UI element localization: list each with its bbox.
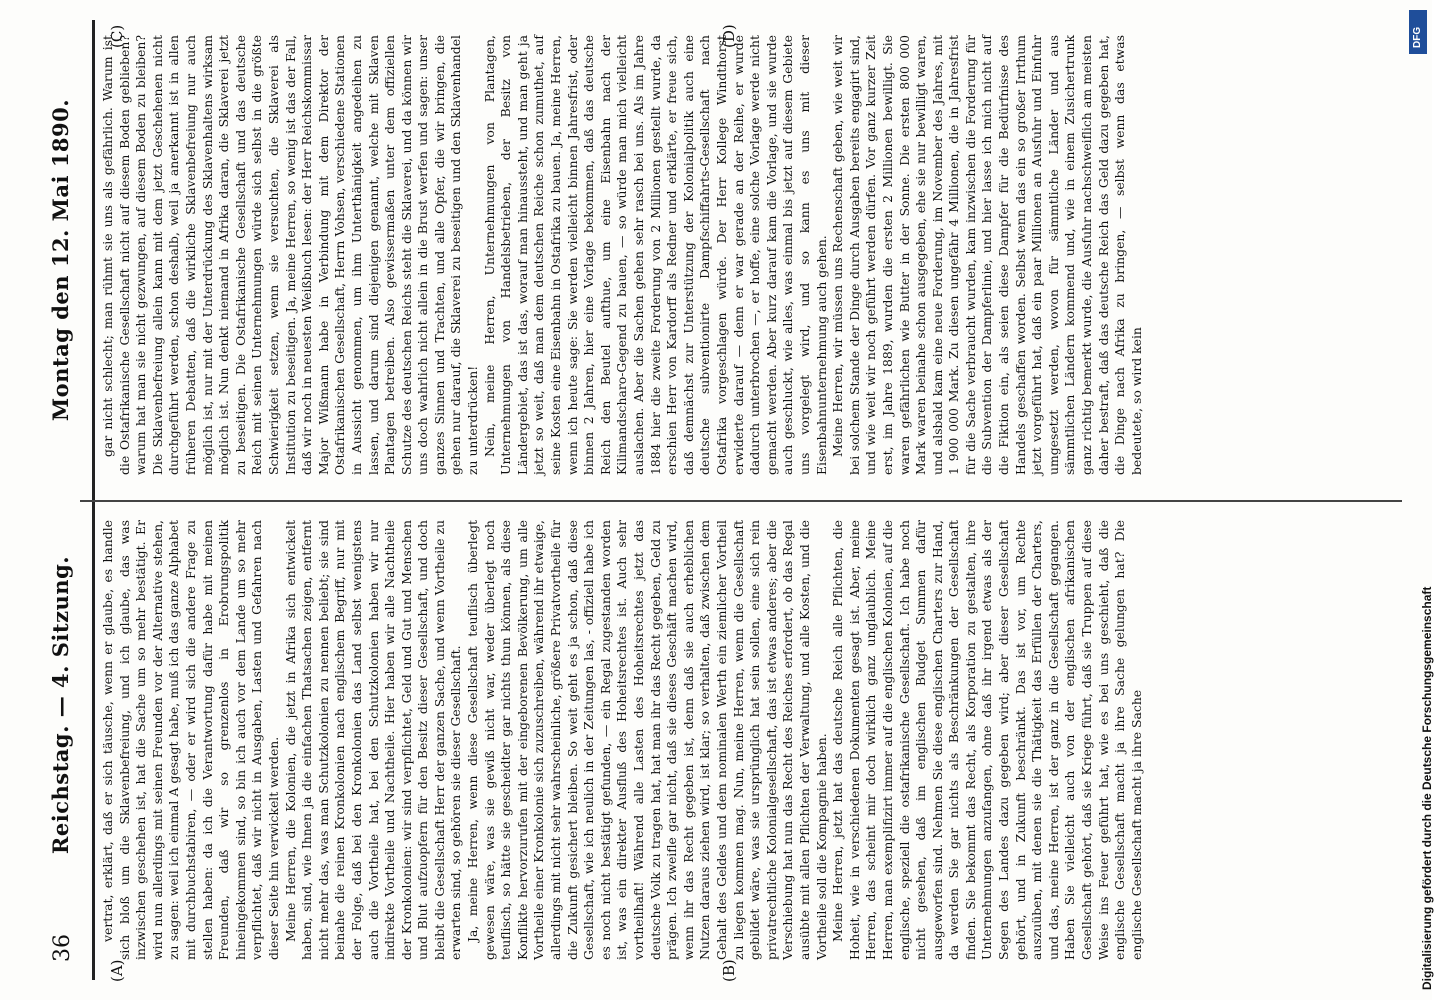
dfg-logo-text: DFG <box>1412 26 1423 48</box>
paragraph: Ja, meine Herren, wenn diese Gesellschaft teuflisch überlegt gewesen wäre, was sie gewiß nicht war, weder überlegt noch teuflisch, so hätte sie gescheidter gar nichts thun können, als diese Konflikte hervorzurufen mit der eingeborenen Bevölkerung, um alle Vortheile einer Kronkolonie sich zuzuschreiben, während ihr etwaige, allerdings mit nicht sehr wahrscheinliche, größere Privatvortheile für die Zukunft gesichert bleiben. So weit geht es ja schon, daß diese Gesellschaft, wie ich neulich in der Zeitungen las, - offiziell habe ich es noch nicht bestätigt gefunden, — ein Regal zugestanden worden ist, was ein direkter Ausfluß des Hoheitsrechtes ist. Auch sehr vortheilhaft! Während alle Lasten des Hoheitsrechtes jetzt das deutsche Volk zu tragen hat, hat man ihr das Recht gegeben, Geld zu prägen. Ich zweifle gar nicht, daß sie dieses Geschäft machen wird, wenn ihr das Recht gegeben ist, denn daß sie auch erheblichen Nutzen daraus ziehen wird, ist klar; so verhalten, daß zwischen dem Gehalt des Geldes und dem nominalen Werth ein ziemlicher Vortheil zu liegen kommen mag. Nun, meine Herren, wenn die Gesellschaft gebildet wäre, was sie ursprünglich hat sein sollen, eine sich rein privatrechtliche Kolonialgesellschaft, das ist etwas anderes; aber die Verschiebung hat nun das Recht des Reiches erfordert, ob das Regal ausübte mit allen Pflichten der Verwaltung, und alle Kosten, und die Vortheile soll die Kompagnie haben. <box>465 520 829 960</box>
paragraph: Nein, meine Herren, Unternehmungen von Plantagen, Unternehmungen von Handelsbetrieben, der Besitz von Ländergebiet, das ist das, worauf man hinaussteht, und man geht ja jetzt so weit, daß man dem deutschen Reiche schon zumuthet, auf seine Kosten eine Eisenbahn in Ostafrika zu bauen. Ja, meine Herren, wenn ich heute sage: Sie werden vielleicht binnen Jahresfrist, oder binnen 2 Jahren, hier eine Vorlage bekommen, daß das deutsche Reich den Beutel aufthue, um eine Eisenbahn nach der Kilimandscharo-Gegend zu bauen, — so würde man mich vielleicht auslachen. Aber die Sachen gehen sehr rasch bei uns. Als im Jahre 1884 hier die zweite Forderung von 2 Millionen gestellt wurde, da erschien Herr von Kardorff als Redner und erklärte, er freue sich, daß demnächst zur Unterstützung der Kolonialpolitik auch eine deutsche subventionirte Dampfschiffahrts-Gesellschaft nach Ostafrika vorgeschlagen würde. Der Herr Kollege Windthorst erwiderte darauf — denn er war gerade an der Reihe, er wurde dadurch unterbrochen —, er hoffe, eine solche Vorlage werde nicht gemacht werden. Aber kurz darauf kam die Vorlage, und sie wurde auch geschluckt, wie alles, was einmal bis jetzt auf diesem Gebiete uns vorgelegt wird, und so kann es uns mit dieser Eisenbahnunternehmung auch gehen. <box>481 35 829 475</box>
sidebar-credit <box>1404 0 1432 1000</box>
margin-marker-a: (A) <box>108 959 126 982</box>
credit-text: Digitalisierung gefördert durch die Deutsche Forschungsgemeinschaft <box>1420 586 1434 990</box>
paragraph: Meine Herren, die Kolonien, die jetzt in Afrika sich entwickelt haben, sind, wie Ihnen ja die einfachen Thatsachen zeigen, entfernt nicht mehr das, was man Schutzkolonien zu nennen beliebt; sie sind beinahe die reinen Kronkolonien nach englischem Begriff, nur mit der Folge, daß bei den Kronkolonien das Land selbst wenigstens auch die Vortheile hat, bei den Schutzkolonien haben wir nur indirekte Vortheile und Nachtheile. Hier haben wir alle Nachtheile der Kronkolonien: wir sind verpflichtet, Geld und Gut und Menschen und Blut aufzuopfern für den Besitz dieser Gesellschaft, und doch bleibt die Gesellschaft Herr der ganzen Sache, und wenn Vortheile zu erwarten sind, so gehören sie dieser Gesellschaft. <box>282 520 464 960</box>
page-header <box>48 20 84 980</box>
paragraph: Meine Herren, wir müssen uns Rechenschaft geben, wie weit wir bei solchem Stande der Dinge durch Ausgaben bereits engagirt sind, und wie weit wir noch geführt werden dürfen. Vor ganz kurzer Zeit erst, im Jahre 1889, wurden die ersten 2 Millionen bewilligt. Sie waren gefährlichen wie Butter in der Sonne. Die ersten 800 000 Mark waren beinahe schon ausgegeben, ehe sie nur bewilligt waren, und alsbald kam eine neue Forderung, im November des Jahres, mit 1 900 000 Mark. Zu diesen ungefähr 4 Millionen, die in Jahresfrist für die Sache verbraucht wurden, kam inzwischen die Forderung für die Subvention der Dampferlinie, und hier lasse ich mich nicht auf die Fiktion ein, als seien diese Dampfer für die Bedürfnisse des Handels geschaffen worden. Selbst wenn das ein so großer Irrthum jetzt vorgeführt hat, daß ein paar Millionen an Ausfuhr und Einfuhr umgesetzt werden, wovon für sämmtliche Länder und aus sämmtlichen Ländern kommend und, wie in einem Zusichertrunk ganz richtig bemerkt wurde, die Ausfuhr nachschweiflich am meisten daher bestraft, daß das deutsche Reich das Geld dazu gegeben hat, die Dinge nach Afrika zu bringen, — selbst wenn das etwas bedeutete, so wird kein <box>830 35 1144 475</box>
right-running-head: Montag den 12. Mai 1890. <box>48 98 73 422</box>
margin-marker-c: (C) <box>108 24 126 48</box>
left-running-head: Reichstag. — 4. Sitzung. <box>48 555 73 855</box>
margin-marker-b: (B) <box>720 959 738 982</box>
paragraph: vertrat, erklärt, daß er sich täusche, wenn er glaube, es handle sich bloß um die Sklavenbefreiung, und ich glaube, das was inzwischen geschehen ist, hat die Sache um so mehr bestätigt. Er wird nun allerdings mit seinen Freunden vor der Alternative stehen, zu sagen: weil ich einmal A gesagt habe, muß ich das ganze Alphabet mit durchbuchstabiren, — oder er wird sich die andere Frage zu stellen haben: da ich die Verantwortung dafür habe mit meinen Freunden, daß wir so grenzenlos in Erobrungspolitik hineingekommen sind, so bin ich auch vor dem Lande um so mehr verpflichtet, daß wir nicht in Ausgaben, Lasten und Gefahren nach dieser Seite hin verwickelt werden. <box>100 520 281 960</box>
column-divider <box>80 500 1402 502</box>
paragraph: Meine Herren, jetzt hat das deutsche Reich alle Pflichten, die Hoheit, wie in verschiedenen Dokumenten gesagt ist. Aber, meine Herren, das scheint mir doch wirklich ganz unglaublich. Meine Herren, man exemplifizirt immer auf die englischen Kolonien, auf die englische, speziell die ostafrikanische Gesellschaft. Ich habe noch nicht gesehen, daß im englischen Budget Summen dafür ausgeworfen sind. Nehmen Sie diese englischen Charters zur Hand, da werden Sie gar nichts als Beschränkungen der Gesellschaft finden. Sie bekommt das Recht, als Korporation zu gestalten, ihre Unternehmungen anzufangen, ohne daß ihr irgend etwas als der Segen des Landes dazu gegeben wird; aber dieser Gesellschaft gehört, und in Zukunft beschränkt. Das ist vor, um Rechte auszuüben, mit denen sie die Thätigkeit das Erfüllen der Charters, und das, meine Herren, ist der ganz in die Gesellschaft gegangen. Haben Sie vielleicht auch von der englischen afrikanischen Gesellschaft gehört, daß sie Kriege führt, daß sie Truppen auf diese Weise ins Feuer geführt hat, wie es bei uns geschieht, daß die englische Gesellschaft macht ja ihre Sache gelungen hat? Die englische Gesellschaft macht ja ihre Sache <box>830 520 1144 960</box>
paragraph: gar nicht schlecht; man rühmt sie uns als gefährlich. Warum ist die Ostafrikanische Gesellschaft nicht auf diesem Boden geblieben? warum hat man sie nicht gezwungen, auf diesem Boden zu bleiben? Die Sklavenbefreiung allein kann mit dem jetzt Geschehenen nicht durchgeführt werden, schon deshalb, weil ja anerkannt ist in allen früheren Debatten, daß die wirkliche Sklavenbefreiung nur auch möglich ist, nur mit der Unterdrückung des Sklavenhaltens wirksam möglich ist. Nun denkt niemand in Afrika daran, die Sklaverei jetzt zu beseitigen. Die Ostafrikanische Gesellschaft und das deutsche Reich mit seinen Unternehmungen würde sich selbst in die größte Schwierigkeit setzen, wenn sie versuchten, die Sklaverei als Institution zu beseitigen. Ja, meine Herren, so wenig ist das der Fall, daß wir noch in neuesten Weißbuch lesen: der Herr Reichskommissar Major Wißmann habe in Verbindung mit dem Direktor der Ostafrikanischen Gesellschaft, Herrn Vohsen, verschiedene Stationen in Aussicht genommen, um ihm Unterthänigkeit angedeihen zu lassen, und darum sind diejenigen genannt, welche mit Sklaven Plantagen betreiben. Also gewissermaßen unter dem offiziellen Schutze des deutschen Reichs steht die Sklaverei, und da können wir uns doch wahrlich nicht allein in die Brust werfen und sagen: unser ganzes Sinnen und Trachten, und alle Opfer, die wir bringen, die gehen nur darauf, die Sklaverei zu beseitigen und den Sklavenhandel zu unterdrücken! <box>100 35 481 475</box>
rotated-document-sheet <box>20 20 1420 980</box>
left-text-column <box>100 520 1400 960</box>
right-text-column <box>100 35 1400 475</box>
margin-marker-d: (D) <box>720 24 738 48</box>
page-number: 36 <box>50 934 75 962</box>
